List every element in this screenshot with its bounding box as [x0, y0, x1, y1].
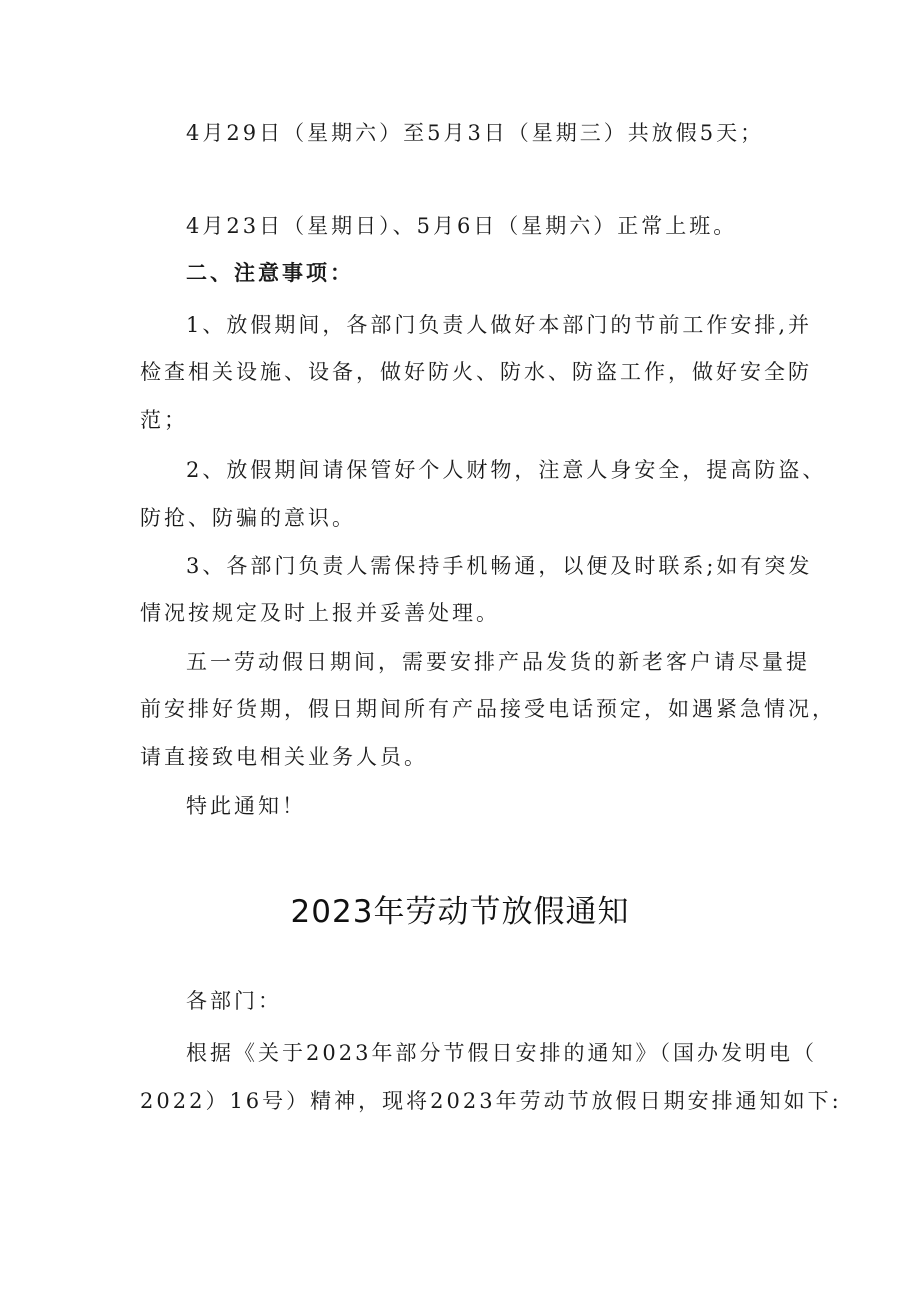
notes-heading: 二、注意事项： [186, 261, 354, 285]
note-item-2-line-1: 2、放假期间请保管好个人财物，注意人身安全，提高防盗、 [186, 458, 827, 482]
second-notice-title: 2023年劳动节放假通知 [290, 894, 630, 930]
note-item-1-line-1: 1、放假期间，各部门负责人做好本部门的节前工作安排,并 [186, 313, 813, 337]
note-item-3-line-1: 3、各部门负责人需保持手机畅通，以便及时联系;如有突发 [186, 554, 813, 578]
notice-body-line-1: 根据《关于2023年部分节假日安排的通知》（国办发明电（ [186, 1041, 817, 1065]
closing-line: 特此通知！ [186, 794, 306, 818]
note-item-1-line-2: 检查相关设施、设备，做好防火、防水、防盗工作，做好安全防 [140, 360, 812, 384]
holiday-period-line: 4月29日（星期六）至5月3日（星期三）共放假5天； [186, 121, 765, 145]
salutation: 各部门： [186, 989, 282, 1013]
customer-note-line-3: 请直接致电相关业务人员。 [140, 745, 428, 769]
note-item-1-line-3: 范； [140, 408, 188, 432]
customer-note-line-2: 前安排好货期，假日期间所有产品接受电话预定，如遇紧急情况， [140, 697, 836, 721]
workday-line: 4月23日（星期日）、5月6日（星期六）正常上班。 [186, 214, 738, 238]
notice-body-line-2: 2022）16号）精神，现将2023年劳动节放假日期安排通知如下: [140, 1089, 842, 1113]
customer-note-line-1: 五一劳动假日期间，需要安排产品发货的新老客户请尽量提 [186, 650, 810, 674]
note-item-3-line-2: 情况按规定及时上报并妥善处理。 [140, 601, 500, 625]
note-item-2-line-2: 防抢、防骗的意识。 [140, 506, 356, 530]
